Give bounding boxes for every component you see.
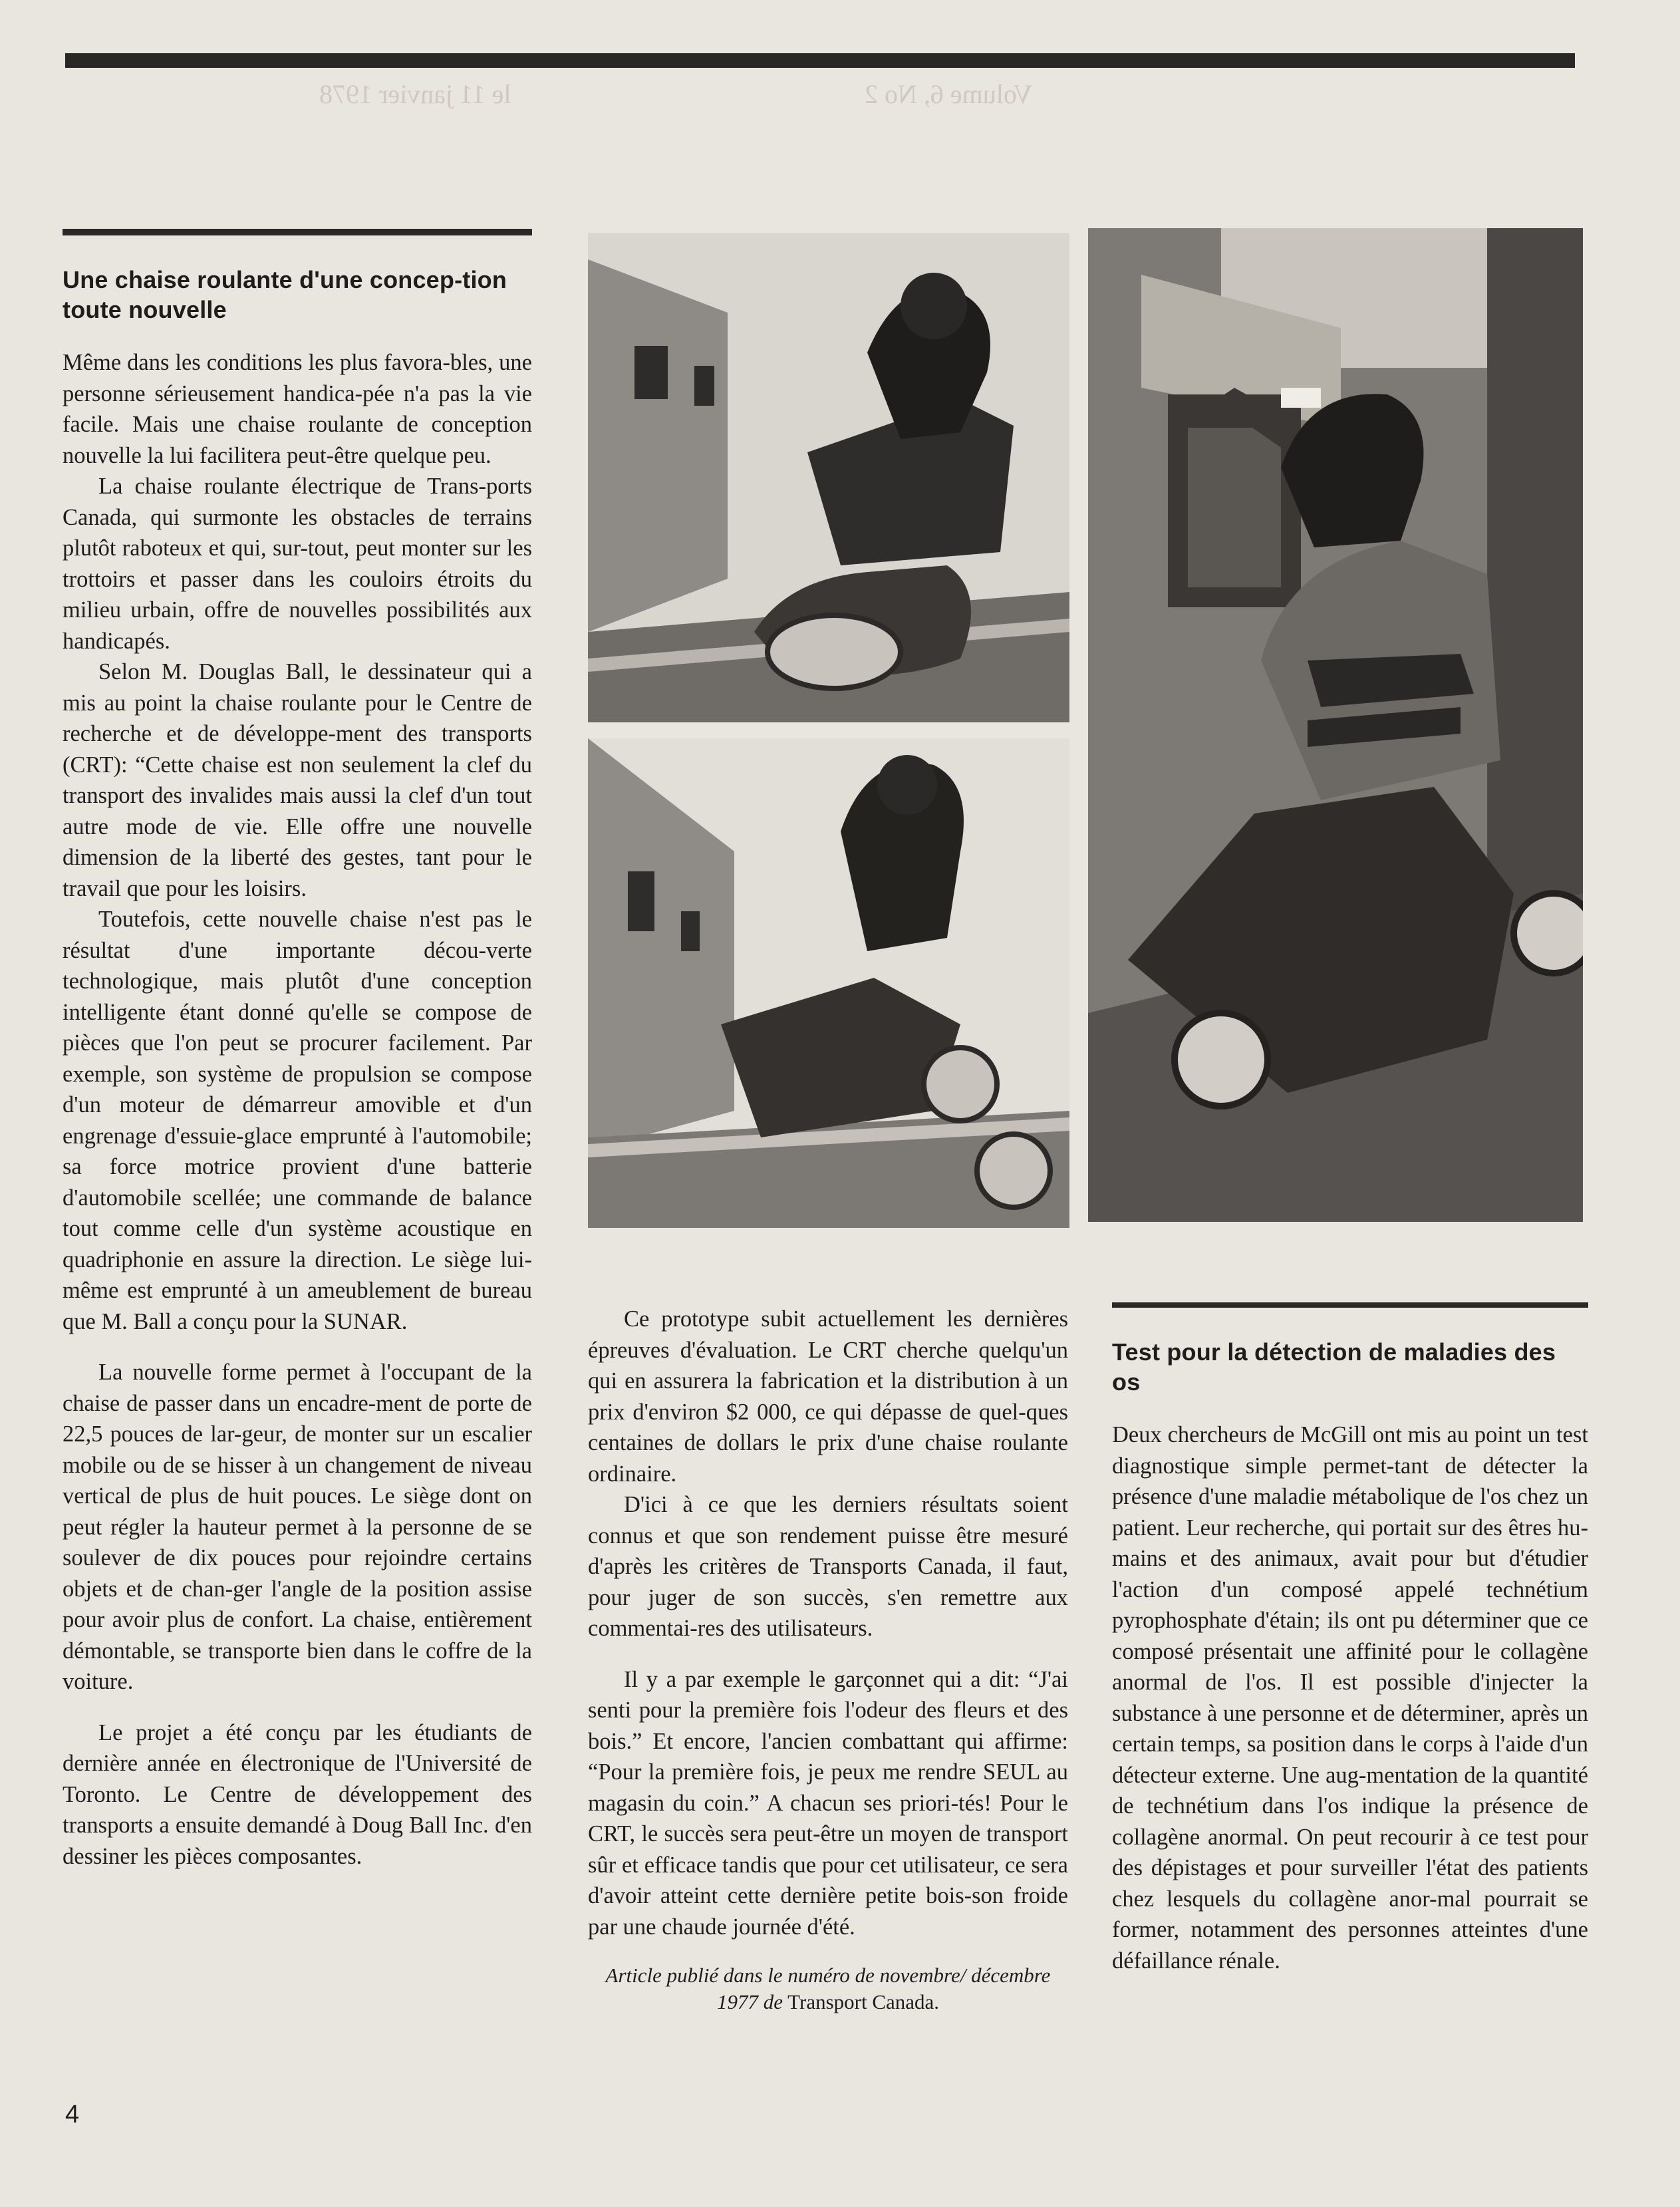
wheelchair-photo-mailbox	[1088, 228, 1583, 1222]
article1-paragraph: La nouvelle forme permet à l'occupant de la chaise de passer dans un encadre-ment de porte de 22,5 pouces de lar-geur, de monter sur un escalier mobile ou de se hisser à un changement de niveau vertical de plus de huit pouces. Le siège dont on peut régler la hauteur permet à la personne de se soulever de dix pouces pour rejoindre certains objets et de chan-ger l'angle de la position assise pour avoir plus de confort. La chaise, entièrement démontable, se transporte bien dans le coffre de la voiture.	[63, 1360, 532, 1694]
credit-source: Transport Canada.	[787, 1990, 940, 2013]
wheelchair-photo-side	[588, 233, 1069, 722]
article1-column2	[588, 1304, 1068, 2015]
article1-paragraph: Ce prototype subit actuellement les dernières épreuves d'évaluation. Le CRT cherche quelqu'un qui en assurera la fabrication et la distribution à un prix d'environ $2 000, ce qui dépasse de quel-ques centaines de dollars le prix d'une chaise roulante ordinaire.	[588, 1306, 1068, 1487]
bleed-through-volume: Volume 6, No 2	[865, 79, 1033, 109]
article2-paragraph: Deux chercheurs de McGill ont mis au point un test diagnostique simple permet-tant de détecter la présence d'une maladie métabolique de l'os chez un patient. Leur recherche, qui portait sur des êtres hu-mains et des animaux, avait pour but d'étudier l'action d'un composé appelé technétium pyrophosphate d'étain; ils ont pu déterminer que ce composé présentait une affinité pour le collagène anormal de l'os. Il est possible d'injecter la substance à une personne et de déterminer, après un certain temps, sa position dans le corps à l'aide d'un détecteur externe. Une aug-mentation de la quantité de technétium dans l'os indique la présence de collagène anormal. On peut recourir à ce test pour des dépistages et pour surveiller l'état des patients chez lesquels du collagène anor-mal pourrait se former, notamment des personnes atteintes d'une défaillance rénale.	[1112, 1422, 1588, 1974]
article1-paragraph: Même dans les conditions les plus favora-bles, une personne sérieusement handica-pée n'a pas la vie facile. Mais une chaise roulante de conception nouvelle la lui facilitera peut-être quelque peu.	[63, 350, 532, 468]
article1-column1	[63, 229, 532, 1872]
section-rule	[63, 229, 532, 235]
top-rule	[65, 53, 1575, 68]
article1-paragraph: Toutefois, cette nouvelle chaise n'est pas le résultat d'une importante décou-verte technologique, mais plutôt d'une conception intelligente étant donné qu'elle se compose de pièces que l'on peut se procurer facilement. Par exemple, son système de propulsion se compose d'un moteur de démarreur amovible et d'un engrenage d'essuie-glace emprunté à l'automobile; sa force motrice provient d'une batterie d'automobile scellée; une commande de balance tout comme celle d'un système acoustique en quadriphonie en assure la direction. Le siège lui-même est emprunté à un ameublement de bureau que M. Ball a conçu pour la SUNAR.	[63, 907, 532, 1334]
article1-paragraph: La chaise roulante électrique de Trans-ports Canada, qui surmonte les obstacles de terrains plutôt raboteux et qui, sur-tout, peut monter sur les trottoirs et passer dans les couloirs étroits du milieu urbain, offre de nouvelles possibilités aux handicapés.	[63, 474, 532, 654]
article2-title: Test pour la détection de maladies des os	[1112, 1338, 1556, 1396]
article1-paragraph: Il y a par exemple le garçonnet qui a dit: “J'ai senti pour la première fois l'odeur des fleurs et des bois.” Et encore, l'ancien combattant qui affirme: “Pour la première fois, je peux me rendre SEUL au magasin du coin.” A chacun ses priori-tés! Pour le CRT, le succès sera peut-être un moyen de transport sûr et efficace tandis que pour cet utilisateur, ce sera d'avoir atteint cette dernière petite bois-son froide par une chaude journée d'été.	[588, 1666, 1068, 1940]
article1-title: Une chaise roulante d'une concep-tion toute nouvelle	[63, 266, 507, 323]
section-rule	[1112, 1302, 1588, 1308]
bleed-through-date: le 11 janvier 1978	[319, 79, 511, 109]
page-number: 4	[65, 2101, 80, 2129]
wheelchair-photo-curb	[588, 738, 1069, 1228]
credit-italic: Article publié dans le numéro de novembre/ décembre 1977 de	[605, 1964, 1051, 2013]
article1-paragraph: D'ici à ce que les derniers résultats soient connus et que son rendement puisse être mesuré d'après les critères de Transports Canada, il faut, pour juger de son succès, s'en remettre aux commentai-res des utilisateurs.	[588, 1492, 1068, 1641]
article1-paragraph: Le projet a été conçu par les étudiants de dernière année en électronique de l'Université de Toronto. Le Centre de développement des transports a ensuite demandé à Doug Ball Inc. d'en dessiner les pièces composantes.	[63, 1719, 532, 1869]
article2-column	[1112, 1302, 1588, 1976]
article1-credit	[588, 1962, 1068, 2015]
article1-paragraph: Selon M. Douglas Ball, le dessinateur qui a mis au point la chaise roulante pour le Centre de recherche et de développe-ment des transports (CRT): “Cette chaise est non seulement la clef du transport des invalides mais aussi la clef d'un tout autre mode de vie. Elle offre une nouvelle dimension de la liberté des gestes, tant pour le travail que pour les loisirs.	[63, 659, 532, 901]
